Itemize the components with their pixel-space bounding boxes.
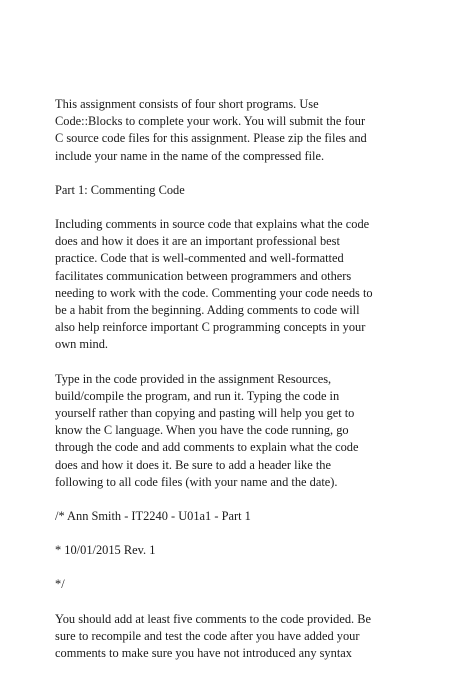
text-line: facilitates communication between programmers and others [55,268,352,283]
text-line: be a habit from the beginning. Adding comments to code will [55,303,360,318]
text-line: Type in the code provided in the assignment Resources, [55,371,332,386]
text-line: Including comments in source code that explains what the code [55,217,370,232]
text-line: You should add at least five comments to the code provided. Be [55,611,372,626]
code-line: * 10/01/2015 Rev. 1 [55,543,156,558]
code-header-line-1 [55,508,400,525]
text-line: own mind. [55,337,109,352]
text-line: Code::Blocks to complete your work. You will submit the four [55,114,366,129]
code-line: /* Ann Smith - IT2240 - U01a1 - Part 1 [55,509,251,524]
text-line: sure to recompile and test the code after you have added your [55,628,360,643]
code-header-line-2 [55,542,400,559]
text-line: know the C language. When you have the code running, go [55,423,349,438]
text-line: following to all code files (with your name and the date). [55,474,338,489]
section-heading-part-1 [55,182,400,199]
text-line: practice. Code that is well-commented and well-formatted [55,251,344,266]
text-line: build/compile the program, and run it. Typing the code in [55,388,340,403]
heading-line: Part 1: Commenting Code [55,182,185,197]
text-line: does and how it does it are an important professional best [55,234,340,249]
text-line: include your name in the name of the compressed file. [55,148,325,163]
code-header-line-3 [55,576,400,593]
document-body [55,96,400,679]
text-line: does and how it does it. Be sure to add a header like the [55,457,331,472]
paragraph-intro [55,96,400,165]
text-line: This assignment consists of four short programs. Use [55,97,319,111]
paragraph-add-comments [55,611,400,663]
text-line: through the code and add comments to explain what the code [55,440,359,455]
text-line: also help reinforce important C programming concepts in your [55,320,366,335]
code-line: */ [55,577,65,592]
paragraph-commenting [55,216,400,354]
text-line: yourself rather than copying and pasting will help you get to [55,406,355,421]
text-line: C source code files for this assignment. Please zip the files and [55,131,367,146]
paragraph-instructions [55,371,400,491]
text-line: needing to work with the code. Commenting your code needs to [55,285,373,300]
text-line: comments to make sure you have not introduced any syntax [55,646,352,661]
